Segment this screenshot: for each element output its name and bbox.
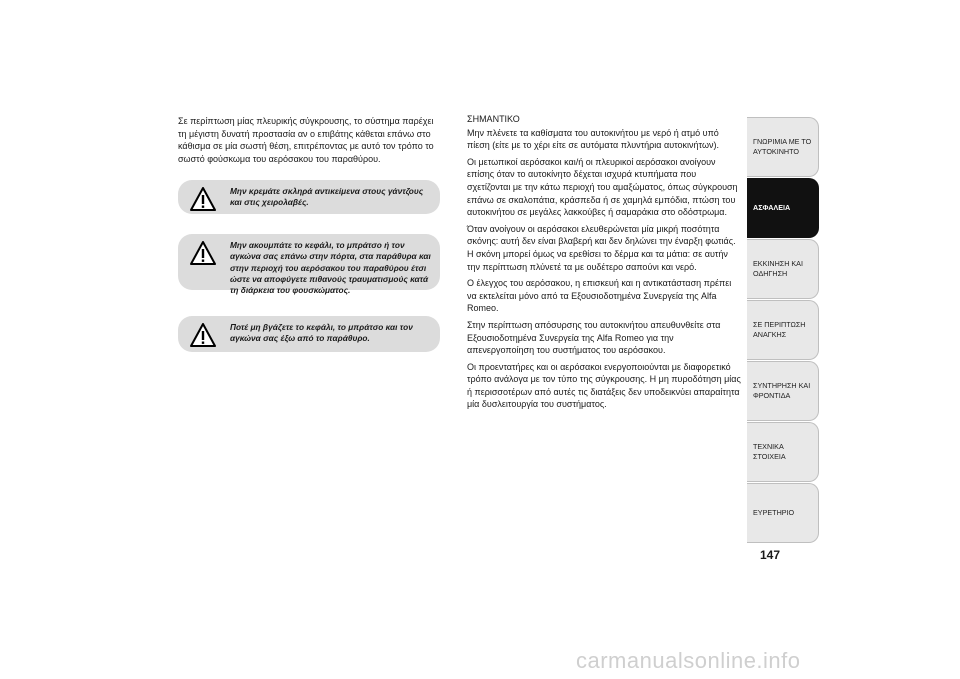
tab-label: ΕΚΚΙΝΗΣΗ ΚΑΙ ΟΔΗΓΗΣΗ xyxy=(753,259,803,278)
tab-label: ΣΕ ΠΕΡΙΠΤΩΣΗ ΑΝΑΓΚΗΣ xyxy=(753,320,806,339)
warning-triangle-icon xyxy=(190,187,216,211)
warning-box-2 xyxy=(178,234,440,296)
left-column xyxy=(178,115,440,165)
tab-index[interactable] xyxy=(747,483,819,543)
paragraph: Στην περίπτωση απόσυρσης του αυτοκινήτου απευθυνθείτε στα Εξουσιοδοτημένα Συνεργεία της Alfa Romeo για την απενεργοποίηση του συστήματος του αερόσακου. xyxy=(467,319,721,356)
tab-maintenance[interactable] xyxy=(747,361,819,421)
intro-paragraph: Σε περίπτωση μίας πλευρικής σύγκρουσης, το σύστημα παρέχει τη μέγιστη δυνατή προστασία αν ο επιβάτης κάθεται επάνω στο κάθισμα σε μία σωστή θέση, επιτρέποντας με αυτό τον τρόπο το σωστό φούσκωμα του αερόσακου του παραθύρου. xyxy=(178,116,434,164)
warning-text-3: Ποτέ μη βγάζετε το κεφάλι, το μπράτσο και τον αγκώνα σας έξω από το παράθυρο. xyxy=(230,322,413,344)
warning-text-1: Μην κρεμάτε σκληρά αντικείμενα στους γάντζους και στις χειρολαβές. xyxy=(230,186,424,208)
right-column xyxy=(467,113,741,415)
tab-getting-to-know[interactable] xyxy=(747,117,819,177)
tab-label: ΑΣΦΑΛΕΙΑ xyxy=(753,203,791,212)
warning-triangle-icon xyxy=(190,323,216,347)
paragraph: Οι μετωπικοί αερόσακοι και/ή οι πλευρικοί αερόσακοι ανοίγουν επίσης όταν το αυτοκίνητο δέχεται ισχυρά κτυπήματα που σχετίζονται με την κάτω περιοχή του αμαξώματος, όπως σύγκρουση επάνω σε σκαλοπάτια, κράσπεδα ή σε χαμηλά εμπόδια, πτώση του αυτοκινήτου σε μεγάλες λακκούβες ή σαμαράκια στο οδόστρωμα. xyxy=(467,156,738,218)
warning-box-3 xyxy=(178,316,440,352)
warning-triangle-icon xyxy=(190,241,216,265)
tab-emergency[interactable] xyxy=(747,300,819,360)
tab-label: ΤΕΧΝΙΚΑ ΣΤΟΙΧΕΙΑ xyxy=(753,442,786,461)
paragraph: Οι προεντατήρες και οι αερόσακοι ενεργοποιούνται με διαφορετικό τρόπο ανάλογα με τον τύπο της σύγκρουσης. Η μη πυροδότηση μίας ή περισσοτέρων από αυτές τις διατάξεις δεν υποδεικνύει απαραίτητα μία δυσλειτουργία του συστήματος. xyxy=(467,361,741,410)
important-heading: ΣΗΜΑΝΤΙΚΟ xyxy=(467,114,520,124)
tab-technical-data[interactable] xyxy=(747,422,819,482)
tab-safety[interactable] xyxy=(747,178,819,238)
paragraph: Μην πλένετε τα καθίσματα του αυτοκινήτου με νερό ή ατμό υπό πίεση (είτε με το χέρι είτε σε αυτόματα πλυντήρια αυτοκινήτων). xyxy=(467,127,720,151)
paragraph: Ο έλεγχος του αερόσακου, η επισκευή και η αντικατάσταση πρέπει να εκτελείται μόνο από τα Εξουσιοδοτημένα Συνεργεία της Alfa Romeo. xyxy=(467,278,732,314)
warning-box-1 xyxy=(178,180,440,214)
tab-label: ΓΝΩΡΙΜΙΑ ΜΕ ΤΟ ΑΥΤΟΚΙΝΗΤΟ xyxy=(753,137,812,156)
tab-starting-driving[interactable] xyxy=(747,239,819,299)
watermark: carmanualsonline.info xyxy=(576,648,801,673)
warning-text-2: Μην ακουμπάτε το κεφάλι, το μπράτσο ή τον αγκώνα σας επάνω στην πόρτα, στα παράθυρα και στην περιοχή του αερόσακου του παραθύρου έτσι ώστε να αποφύγετε πιθανούς τραυματισμούς κατά τη διάρκεια του φουσκώματος. xyxy=(230,240,431,296)
paragraph: Όταν ανοίγουν οι αερόσακοι ελευθερώνεται μία μικρή ποσότητα σκόνης: αυτή δεν είναι βλαβερή και δεν δηλώνει την έναρξη φωτιάς. Η σκόνη μπορεί όμως να ερεθίσει το δέρμα και τα μάτια: σε αυτήν την περίπτωση πλύνετέ τα με ουδέτερο σαπούνι και νερό. xyxy=(467,223,736,272)
tab-label: ΣΥΝΤΗΡΗΣΗ ΚΑΙ ΦΡΟΝΤΙΔΑ xyxy=(753,381,811,400)
page-number: 147 xyxy=(760,548,781,562)
tab-label: ΕΥΡΕΤΗΡΙΟ xyxy=(753,508,795,517)
